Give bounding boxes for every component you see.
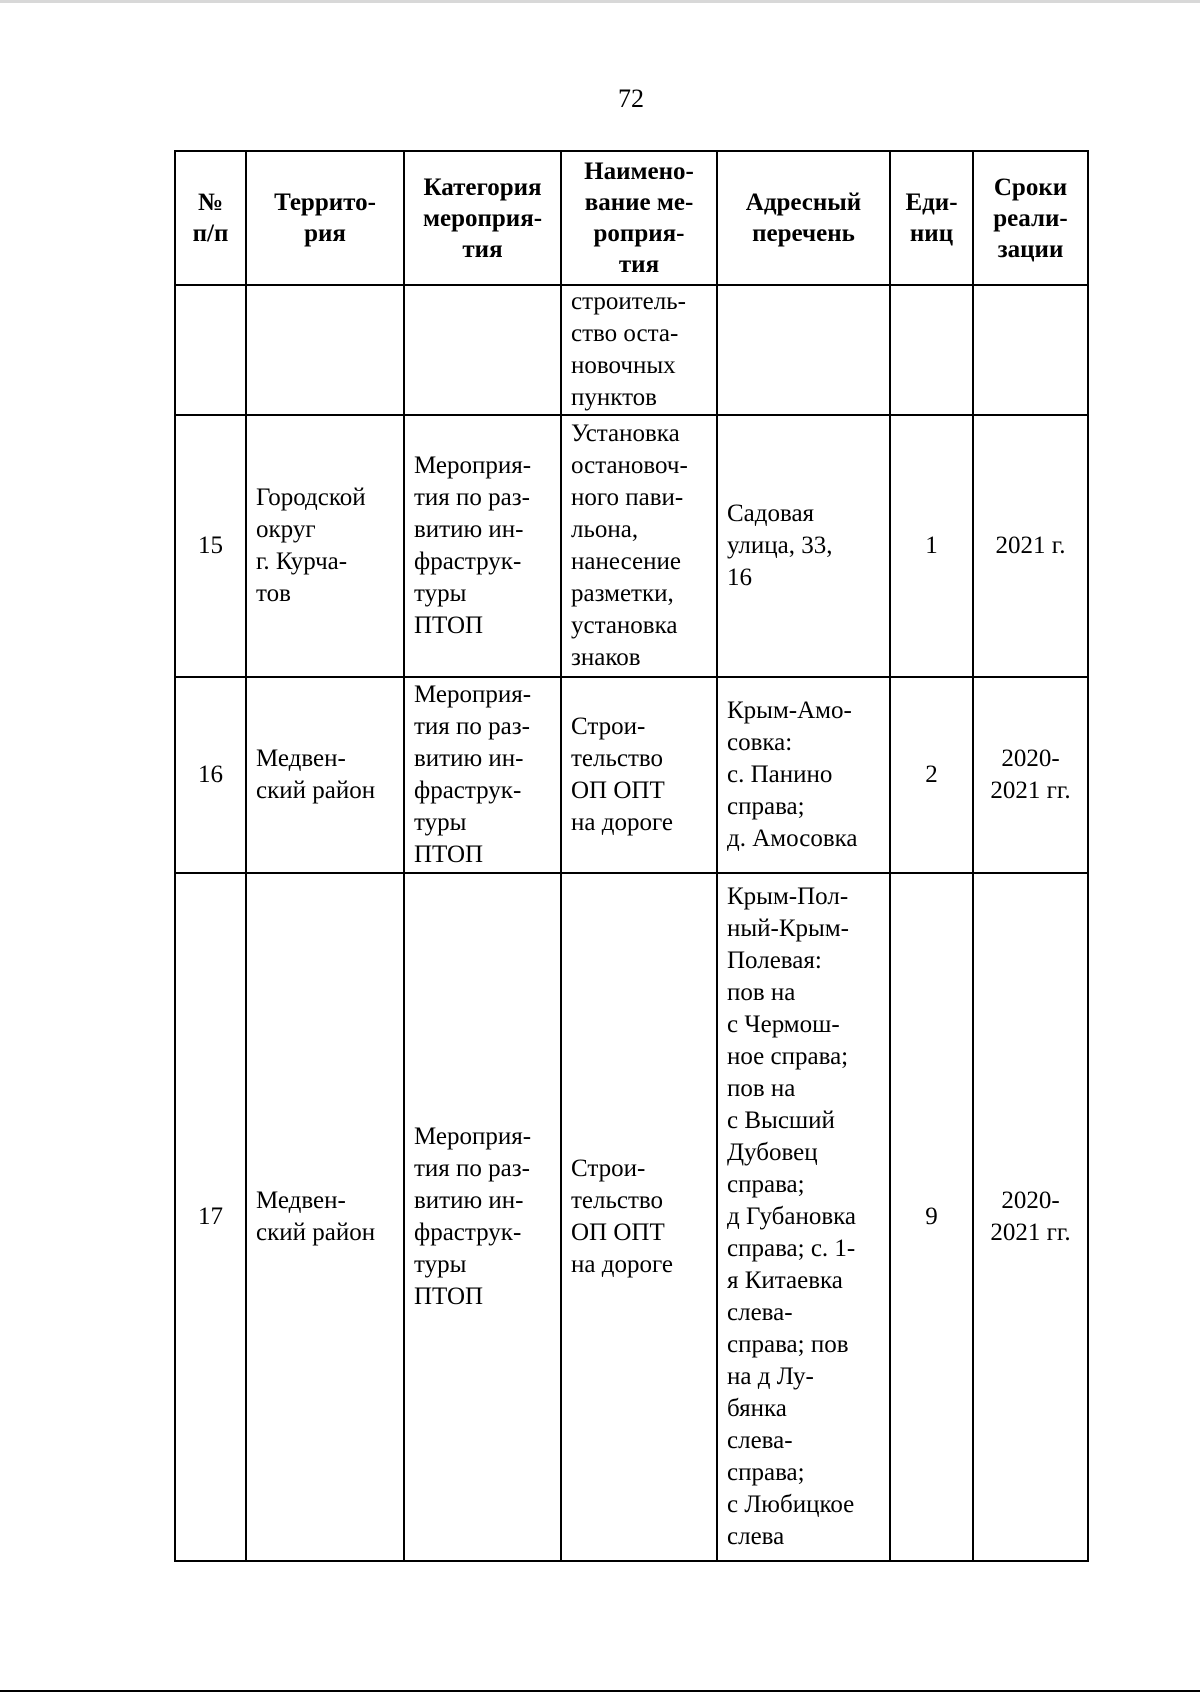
top-edge-rule [0,0,1200,3]
table-row [175,415,1088,677]
row-measure-name: Строи- тельство ОП ОПТ на дороге [561,677,717,873]
header-measure-name: Наимено- вание ме- роприя- тия [561,151,717,285]
row-address-list [717,285,890,415]
row-measure-name: Строи- тельство ОП ОПТ на дороге [561,873,717,1561]
row-category: Мероприя- тия по раз- витию ин- фраструк- туры ПТОП [404,677,561,873]
row-number: 17 [175,873,246,1561]
row-measure-name: Установка остановоч- ного пави- льона, нанесение разметки, установка знаков [561,415,717,677]
row-units [890,285,973,415]
row-territory: Медвен- ский район [246,873,404,1561]
row-address-list: Крым-Пол- ный-Крым- Полевая: пов на с Чермош- ное справа; пов на с Высший Дубовец справа; д Губановка справа; с. 1- я Китаевка слева- справа; пов на д Лу- бянка слева- справа; с Любицкое слева [717,873,890,1561]
row-measure-name: строитель- ство оста- новочных пунктов [561,285,717,415]
header-address-list: Адресный перечень [717,151,890,285]
row-territory [246,285,404,415]
row-address-list: Крым-Амо- совка: с. Панино справа; д. Амосовка [717,677,890,873]
table-row [175,285,1088,415]
header-dates: Сроки реали- зации [973,151,1088,285]
row-units: 9 [890,873,973,1561]
header-territory: Террито- рия [246,151,404,285]
row-dates: 2021 г. [973,415,1088,677]
row-dates: 2020- 2021 гг. [973,677,1088,873]
header-units: Еди- ниц [890,151,973,285]
row-category [404,285,561,415]
row-territory: Городской округ г. Курча- тов [246,415,404,677]
row-units: 2 [890,677,973,873]
row-category: Мероприя- тия по раз- витию ин- фраструк- туры ПТОП [404,873,561,1561]
page-number: 72 [618,84,644,113]
row-dates [973,285,1088,415]
row-number [175,285,246,415]
table-header-row [175,151,1088,285]
table-row [175,873,1088,1561]
table-row [175,677,1088,873]
bottom-edge-rule [0,1690,1200,1692]
header-category: Категория мероприя- тия [404,151,561,285]
row-number: 15 [175,415,246,677]
schedule-table [174,150,1089,1562]
row-address-list: Садовая улица, 33, 16 [717,415,890,677]
row-territory: Медвен- ский район [246,677,404,873]
row-number: 16 [175,677,246,873]
row-dates: 2020- 2021 гг. [973,873,1088,1561]
header-number: № п/п [175,151,246,285]
row-category: Мероприя- тия по раз- витию ин- фраструк- туры ПТОП [404,415,561,677]
row-units: 1 [890,415,973,677]
